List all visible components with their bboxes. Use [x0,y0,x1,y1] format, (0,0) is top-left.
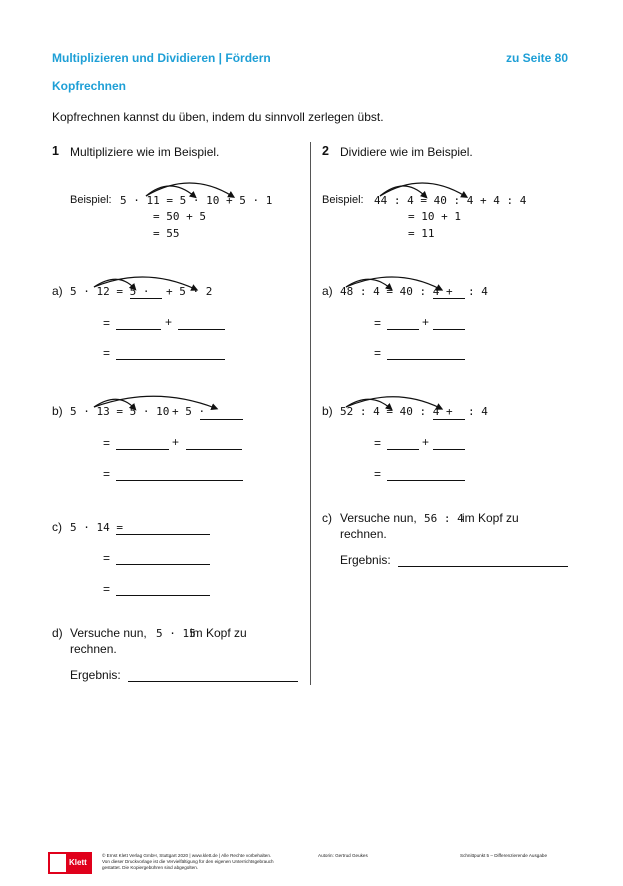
task1-d-text2: im Kopf zu [190,626,247,640]
task2-a-result-blank[interactable] [387,359,465,360]
task1-a-blank-2[interactable] [116,329,161,330]
task1-b-label: b) [52,404,63,418]
task2-b-blank-1[interactable] [433,419,465,420]
task1-b-eq-1: = [103,436,111,450]
task1-example-label: Beispiel: [70,194,112,206]
task2-b-blank-2[interactable] [387,449,419,450]
task2-a-blank-3[interactable] [433,329,465,330]
task2-example-line3: = 11 [408,227,435,240]
task2-result-label: Ergebnis: [340,553,391,567]
task1-a-tail: + 5 · 2 [166,285,213,298]
task2-a-plus: + [422,315,430,329]
task1-a-plus: + [165,315,173,329]
task1-c-blank-3[interactable] [116,595,210,596]
footer-series: Schnittpunkt 5 – Differenzierende Ausgabe [460,853,548,858]
task2-b-expression: 52 : 4 = 40 : 4 + [340,405,453,418]
task2-b-plus: + [422,435,430,449]
task1-b-blank-1[interactable] [200,419,243,420]
footer-copyright-2: Von dieser Druckvorlage ist die Vervielfältigung für den eigenen Unterrichtsgebrauch [102,859,274,864]
task1-result-label: Ergebnis: [70,668,121,682]
task2-example-label: Beispiel: [322,194,364,206]
task2-a-eq-2: = [374,346,382,360]
task2-a-blank-2[interactable] [387,329,419,330]
task2-a-tail: : 4 [468,285,488,298]
task1-a-blank-1[interactable] [130,298,162,299]
task1-b-tail: + 5 · [172,405,206,418]
task2-a-label: a) [322,284,333,298]
task1-c-blank-1[interactable] [116,534,210,535]
footer-copyright-3: gestattet. Die Kopiergebühren sind abgegolten. [102,865,199,870]
klett-logo [48,852,92,874]
task2-c-text3: rechnen. [340,527,387,541]
task1-b-eq-2: = [103,467,111,481]
task1-b-blank-3[interactable] [186,449,242,450]
task2-a-eq-1: = [374,316,382,330]
klett-logo-mark [50,854,66,872]
task1-d-text1: Versuche nun, [70,626,147,640]
task2-b-result-blank[interactable] [387,480,465,481]
task1-instruction: Multipliziere wie im Beispiel. [70,145,220,159]
task1-a-eq-2: = [103,346,111,360]
task2-example-line2: = 10 + 1 [408,210,461,223]
task2-b-tail: : 4 [468,405,488,418]
task1-d-text3: rechnen. [70,642,117,656]
task2-a-blank-1[interactable] [433,298,465,299]
task2-c-text2: im Kopf zu [462,511,519,525]
task1-a-eq-1: = [103,316,111,330]
klett-logo-text: Klett [69,858,87,867]
task2-b-blank-3[interactable] [433,449,465,450]
page-reference: zu Seite 80 [506,51,569,65]
task2-instruction: Dividiere wie im Beispiel. [340,145,473,159]
task1-c-eq-2: = [103,582,111,596]
intro-text: Kopfrechnen kannst du üben, indem du sinnvoll zerlegen übst. [52,110,384,124]
task1-c-eq-1: = [103,551,111,565]
task2-result-blank[interactable] [398,566,568,567]
task1-a-blank-3[interactable] [178,329,225,330]
task1-c-expression: 5 · 14 = [70,521,123,534]
task2-b-label: b) [322,404,333,418]
task1-d-label: d) [52,626,63,640]
task2-c-text1: Versuche nun, [340,511,417,525]
task1-c-label: c) [52,520,62,534]
task2-c-label: c) [322,511,332,525]
task1-b-expression: 5 · 13 = 5 · 10 [70,405,170,418]
task1-b-result-blank[interactable] [116,480,243,481]
task1-result-blank[interactable] [128,681,298,682]
task1-example-line2: = 50 + 5 [153,210,206,223]
task2-b-eq-2: = [374,467,382,481]
worksheet-title: Multiplizieren und Dividieren | Fördern [52,51,271,65]
task1-a-label: a) [52,284,63,298]
task1-a-result-blank[interactable] [116,359,225,360]
footer-author: Autorin: Gertrud Geukes [318,853,368,858]
task1-example-line1: 5 · 11 = 5 · 10 + 5 · 1 [120,194,273,207]
footer-copyright-1: © Ernst Klett Verlag GmbH, Stuttgart 2020 | www.klett.de | Alle Rechte vorbehalten. [102,853,272,858]
task1-a-expression: 5 · 12 = 5 · [70,285,150,298]
section-subtitle: Kopfrechnen [52,79,127,93]
task2-b-eq-1: = [374,436,382,450]
task1-b-blank-2[interactable] [116,449,169,450]
task2-c-math: 56 : 4 [424,512,464,525]
task2-a-expression: 48 : 4 = 40 : 4 + [340,285,453,298]
task2-number: 2 [322,144,329,158]
task1-c-blank-2[interactable] [116,564,210,565]
task2-example-line1: 44 : 4 = 40 : 4 + 4 : 4 [374,194,527,207]
task1-d-math: 5 · 15 [156,627,196,640]
task1-number: 1 [52,144,59,158]
task1-b-plus: + [172,435,180,449]
task1-example-line3: = 55 [153,227,180,240]
